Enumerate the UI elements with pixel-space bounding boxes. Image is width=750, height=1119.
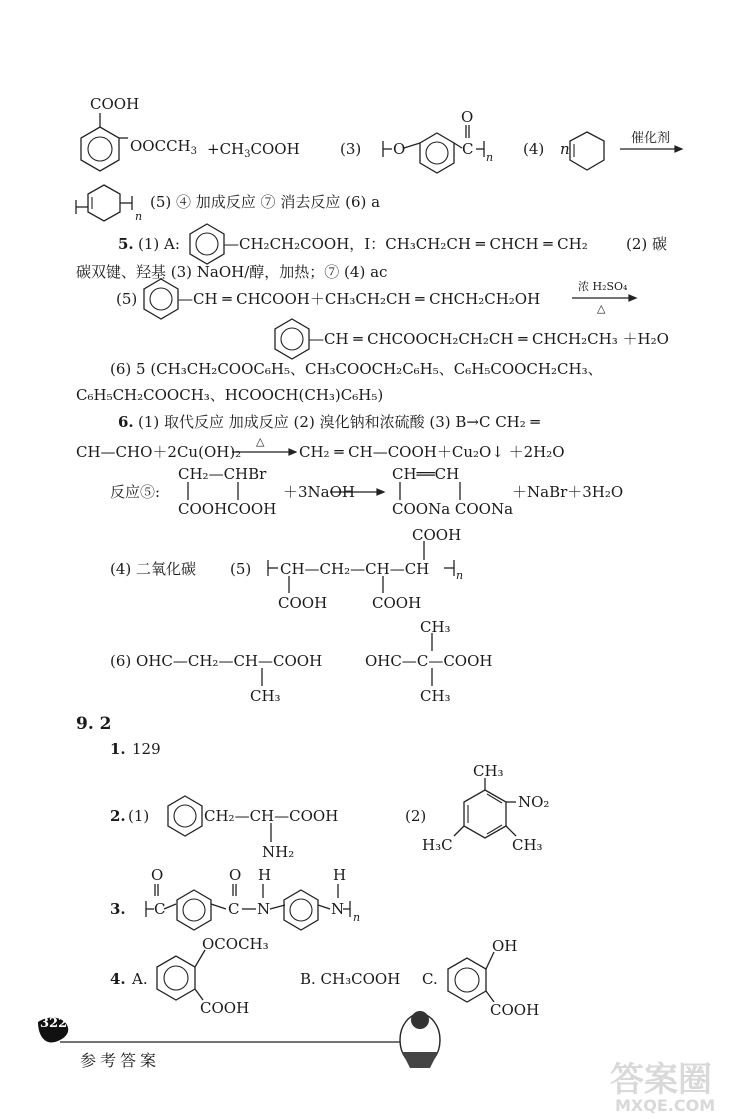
q2-ch3-right: CH₃ — [512, 836, 543, 854]
q6-p6-ch3-top: CH₃ — [420, 618, 451, 636]
q2-nh2: NH₂ — [262, 843, 295, 861]
q5-p2: (2) 碳 — [626, 235, 668, 253]
q6-line1: (1) 取代反应 加成反应 (2) 溴化钠和浓硫酸 (3) B→C CH₂ ═ — [138, 413, 540, 431]
watermark-url: MXQE.COM — [615, 1096, 716, 1115]
section-heading: 9. 2 — [76, 714, 112, 734]
q2-number: 2. — [110, 807, 126, 825]
part3-label: (3) — [340, 140, 362, 158]
q2-chain: CH₂—CH—COOH — [204, 807, 339, 825]
catalyst-label: 催化剂 — [631, 131, 671, 146]
q5-p6-line2: C₆H₅CH₂COOCH₃、HCOOCH(CH₃)C₆H₅) — [76, 386, 384, 404]
q3-n1: N — [257, 900, 271, 918]
q6-poly-main: CH—CH₂—CH—CH — [280, 560, 430, 578]
q6-line2-right: CH₂ ═ CH—COOH＋Cu₂O↓ ＋2H₂O — [299, 443, 565, 461]
q6-poly-cooh-b2: COOH — [372, 594, 422, 612]
q6-p6-ch3-a: CH₃ — [250, 687, 281, 705]
q4-a-top: OCOCH₃ — [202, 935, 269, 953]
q3-n-subscript: n — [353, 911, 361, 924]
poly-n-subscript: n — [486, 151, 494, 164]
poly2-n-subscript: n — [135, 210, 143, 223]
polycyclohexene-ring — [76, 185, 132, 221]
q1-answer: 129 — [132, 740, 161, 758]
q4-a-bottom: COOH — [200, 999, 250, 1017]
part5-6-answer: (5) ④ 加成反应 ⑦ 消去反应 (6) a — [150, 193, 381, 211]
q6-reaction5-label: 反应⑤: — [110, 483, 161, 501]
watermark-logo: 答案圈 — [610, 1060, 712, 1100]
benzene-ring-q4c — [448, 952, 494, 1002]
q6-p6-first: (6) OHC—CH₂—CH—COOH — [110, 652, 323, 670]
q3-h1: H — [258, 866, 272, 884]
q5-p5: (5) — [116, 290, 138, 308]
q3-c1: C — [154, 900, 166, 918]
q2-part1: (1) — [128, 807, 150, 825]
footer-title: 参考答案 — [80, 1051, 161, 1070]
q2-h3c: H₃C — [422, 836, 453, 854]
part4-label: (4) — [523, 140, 545, 158]
q1-number: 1. — [110, 740, 126, 758]
q2-ch3-top: CH₃ — [473, 762, 504, 780]
poly-o-atom: O — [393, 140, 406, 158]
q6-line2-left: CH—CHO＋2Cu(OH)₂ — [76, 443, 242, 461]
q4-c: C. — [422, 970, 438, 988]
q5-reagent-bottom: △ — [597, 302, 606, 315]
cooh-label-top: COOH — [90, 95, 140, 113]
q5-a-label: (1) A: — [138, 235, 180, 253]
q6-r5-top: CH₂—CHBr — [178, 465, 267, 483]
page-number: 322 — [40, 1016, 68, 1031]
q5-p6-line1: (6) 5 (CH₃CH₂COOC₆H₅、CH₃COOCH₂C₆H₅、C₆H₅COOCH₂CH₃、 — [110, 360, 603, 378]
q6-r5-plus: ＋3NaOH — [283, 483, 355, 501]
ooccch3-label: $OOCCH_3$ — [130, 137, 198, 157]
q6-p5: (5) — [230, 560, 252, 578]
polyamide-structure — [146, 884, 350, 930]
q6-number: 6. — [118, 413, 134, 431]
q3-o2: O — [229, 866, 242, 884]
q5-eq-product: —CH ═ CHCOOCH₂CH₂CH ═ CHCH₂CH₃ ＋H₂O — [309, 330, 669, 348]
q2-no2: NO₂ — [518, 793, 550, 811]
q6-poly-n: n — [456, 569, 464, 582]
q6-r5-bottom: COOHCOOH — [178, 500, 277, 518]
part4-n: n — [560, 140, 570, 158]
q2-part2: (2) — [405, 807, 427, 825]
q3-o1: O — [151, 866, 164, 884]
q4-c-bottom: COOH — [490, 1001, 540, 1019]
q6-poly-cooh-b1: COOH — [278, 594, 328, 612]
q5-number: 5. — [118, 235, 134, 253]
q5-reagent-top: 浓 H₂SO₄ — [578, 280, 628, 293]
q6-p6-second: OHC—C—COOH — [365, 652, 493, 670]
q3-number: 3. — [110, 900, 126, 918]
q6-poly-cooh-top: COOH — [412, 526, 462, 544]
q6-r5-tail: ＋NaBr＋3H₂O — [512, 483, 624, 501]
q6-p4: (4) 二氧化碳 — [110, 560, 197, 578]
carbonyl-c-atom: C — [462, 140, 474, 158]
benzene-ring-q5a — [190, 224, 224, 264]
benzene-ring-trinitro — [454, 778, 516, 838]
q5-line2: 碳双键、羟基 (3) NaOH/醇，加热；⑦ (4) ac — [76, 263, 388, 281]
carbonyl-o-atom: O — [461, 108, 474, 126]
q3-n2: N — [331, 900, 345, 918]
q4-number: 4. — [110, 970, 126, 988]
q4-c-top: OH — [492, 937, 518, 955]
plus-ch3cooh: $+CH_3COOH$ — [207, 140, 300, 160]
q3-h2: H — [333, 866, 347, 884]
benzene-ring-aspirin — [81, 113, 128, 171]
q6-r5-prod-top: CH══CH — [392, 465, 460, 483]
q4-b: B. CH₃COOH — [300, 970, 401, 988]
q6-p6-ch3-bottom: CH₃ — [420, 687, 451, 705]
q3-c2: C — [228, 900, 240, 918]
q6-r5-prod-bottom: COONa COONa — [392, 500, 514, 518]
benzene-ring-q4a — [157, 950, 205, 1000]
q5-eq-left: —CH ═ CHCOOH＋CH₃CH₂CH ═ CHCH₂CH₂OH — [178, 290, 541, 308]
q4-a: A. — [132, 970, 148, 988]
q6-line2-cond: △ — [256, 435, 265, 448]
benzene-ring-q5-product — [275, 319, 309, 359]
q5-a-chain: —CH₂CH₂COOH，I：CH₃CH₂CH ═ CHCH ═ CH₂ — [224, 235, 588, 253]
